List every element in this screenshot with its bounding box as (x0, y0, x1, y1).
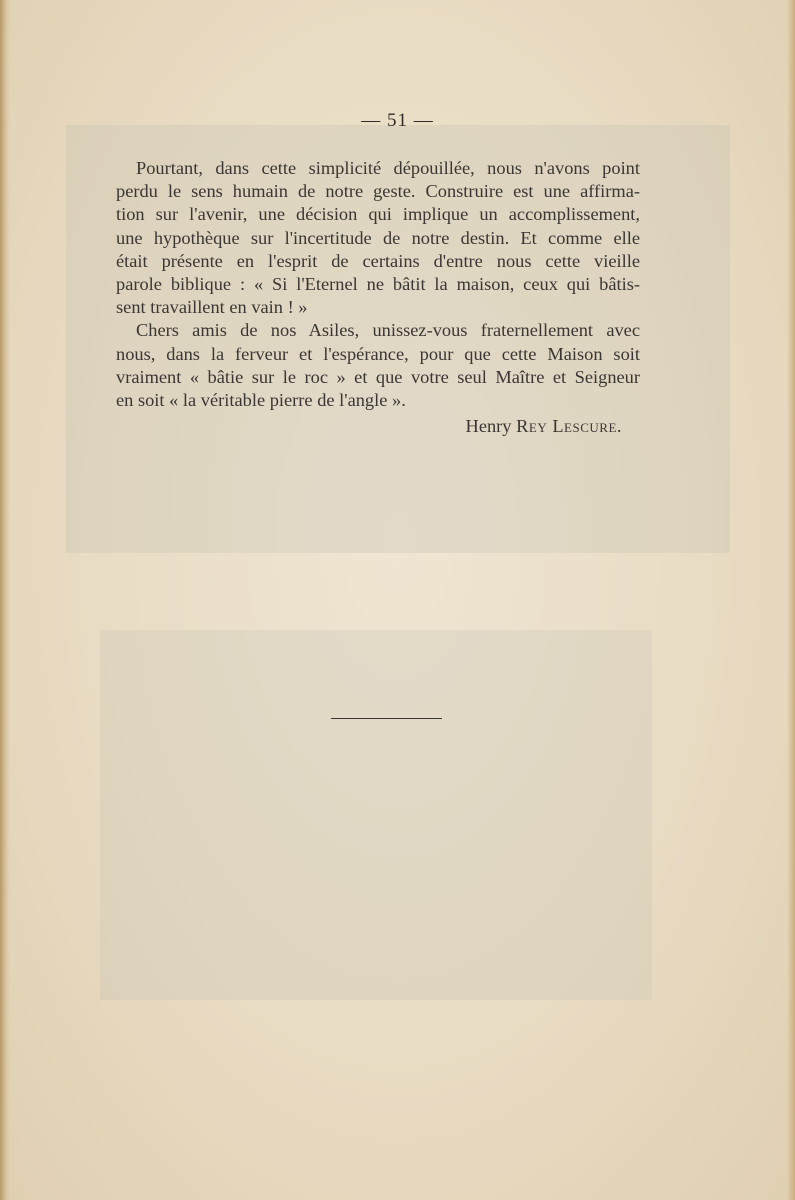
text-line: sent travaillent en vain ! » (116, 297, 308, 318)
text-line: Pourtant, dans cette simplicité dépouillée, nous n'avons point (136, 158, 640, 178)
page-left-edge-shadow (0, 0, 10, 1200)
text-line: nous, dans la ferveur et l'espérance, pour que cette Maison soit (116, 343, 640, 364)
signature-first-name: Henry (465, 416, 512, 436)
show-through-image-bottom (100, 630, 652, 1000)
text-line: en soit « la véritable pierre de l'angle ». (116, 390, 406, 411)
page-right-edge-shadow (787, 0, 795, 1200)
text-line: Chers amis de nos Asiles, unissez-vous fraternellement avec (136, 320, 640, 341)
text-line: tion sur l'avenir, une décision qui implique un accomplissement, (116, 204, 640, 225)
page-number: — 51 — (361, 110, 434, 131)
paragraph-2 (116, 319, 640, 412)
signature-last-name: Rey Lescure. (516, 416, 622, 436)
text-line: parole biblique : « Si l'Eternel ne bâtit la maison, ceux qui bâtis- (116, 274, 640, 295)
text-line: vraiment « bâtie sur le roc » et que votre seul Maître et Seigneur (116, 366, 640, 387)
text-line: une hypothèque sur l'incertitude de notre destin. Et comme elle (116, 227, 640, 248)
text-line: perdu le sens humain de notre geste. Construire est une affirma- (116, 181, 640, 202)
paragraph-1 (116, 157, 640, 319)
section-divider (331, 718, 442, 719)
text-line: était présente en l'esprit de certains d'entre nous cette vieille (116, 250, 640, 271)
signature (466, 416, 622, 437)
body-text (116, 157, 640, 412)
